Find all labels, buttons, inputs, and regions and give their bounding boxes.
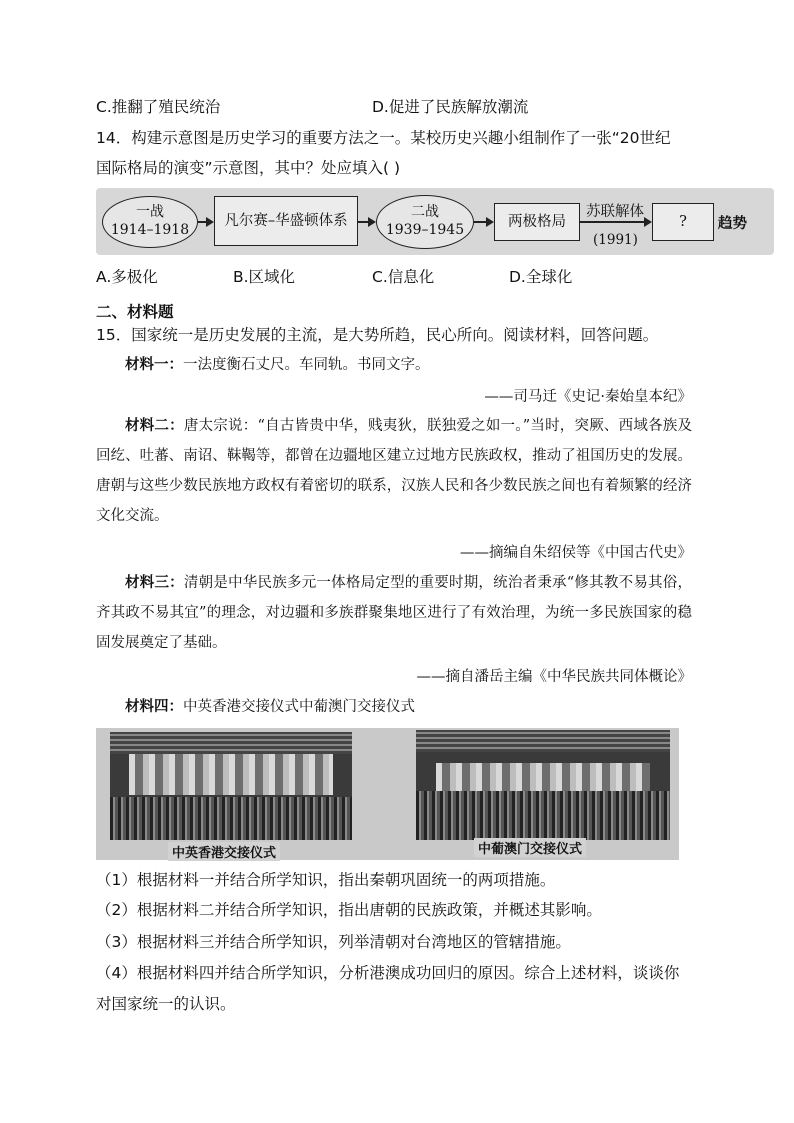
q14-option-c: C.信息化 <box>372 268 435 286</box>
ww2-years: 1939–1945 <box>385 222 465 238</box>
trend-label: 趋势 <box>718 215 747 232</box>
q14-options-row <box>96 266 696 288</box>
q15-sub4-line1: （4）根据材料四并结合所学知识，分析港澳成功回归的原因。综合上述材料，谈谈你 <box>96 964 680 982</box>
material-1-text: 一法度衡石丈尺。车同轨。书同文字。 <box>183 357 430 373</box>
unknown-node <box>652 203 714 241</box>
q14-stem-line1: 14．构建示意图是历史学习的重要方法之一。某校历史兴趣小组制作了一张“20世纪 <box>96 129 671 147</box>
q14-option-a: A.多极化 <box>96 268 158 286</box>
material-4-text: 中英香港交接仪式中葡澳门交接仪式 <box>183 699 415 715</box>
material-3 <box>96 568 692 658</box>
material-3-label: 材料三： <box>125 574 184 591</box>
q13-option-d: D.促进了民族解放潮流 <box>372 98 529 116</box>
arrow-2 <box>358 221 374 223</box>
material-4-label: 材料四： <box>125 698 183 715</box>
arrow-1 <box>198 221 212 223</box>
soviet-year-label: (1991) <box>593 232 638 248</box>
macau-handover-photo <box>416 730 670 840</box>
q15-sub2: （2）根据材料二并结合所学知识，指出唐朝的民族政策，并概述其影响。 <box>96 901 602 919</box>
soviet-collapse-label: 苏联解体 <box>586 204 644 220</box>
versailles-node <box>214 196 358 246</box>
q15-sub4-line2: 对国家统一的认识。 <box>96 995 236 1013</box>
arrow-4 <box>580 221 650 223</box>
ww1-years: 1914–1918 <box>110 222 190 238</box>
material-3-source: ——摘自潘岳主编《中华民族共同体概论》 <box>416 669 692 685</box>
bipolar-label: 两极格局 <box>508 214 566 230</box>
material-1-label: 材料一： <box>125 356 183 373</box>
bipolar-node <box>494 203 580 241</box>
ww1-label: 一战 <box>136 204 164 220</box>
q15-sub1: （1）根据材料一并结合所学知识，指出秦朝巩固统一的两项措施。 <box>96 871 556 889</box>
material-1-source: ——司马迁《史记·秦始皇本纪》 <box>484 389 692 405</box>
material-2 <box>96 411 692 531</box>
material-4 <box>96 692 692 722</box>
unknown-label: ? <box>679 214 687 230</box>
q13-option-c: C.推翻了殖民统治 <box>96 98 221 116</box>
q14-stem-line2: 国际格局的演变”示意图，其中？处应填入( ) <box>96 159 401 177</box>
ww2-label: 二战 <box>411 204 439 220</box>
section2-heading: 二、材料题 <box>96 303 174 321</box>
arrow-3 <box>474 221 492 223</box>
material-2-source: ——摘编自朱绍侯等《中国古代史》 <box>460 545 692 561</box>
versailles-label: 凡尔赛–华盛顿体系 <box>224 213 348 229</box>
material-2-text: 唐太宗说：“自古皆贵中华，贱夷狄，朕独爱之如一。”当时，突厥、西域各族及回纥、吐蕃、南诏、靺鞨等，都曾在边疆地区建立过地方民族政权，推动了祖国历史的发展。唐朝与这些少数民族地方政权有着密切的联系，汉族人民和各少数民族之间也有着频繁的经济文化交流。 <box>96 418 693 524</box>
q14-option-b: B.区域化 <box>233 268 296 286</box>
ww1-node <box>102 196 198 248</box>
hong-kong-handover-photo <box>110 732 352 840</box>
q15-sub3: （3）根据材料三并结合所学知识，列举清朝对台湾地区的管辖措施。 <box>96 933 571 951</box>
q14-option-d: D.全球化 <box>509 268 573 286</box>
ww2-node <box>376 195 474 249</box>
material-3-text: 清朝是中华民族多元一体格局定型的重要时期，统治者秉承“修其教不易其俗，齐其政不易其宜”的理念，对边疆和多族群聚集地区进行了有效治理，为统一多民族国家的稳固发展奠定了基础。 <box>96 575 692 651</box>
material-1 <box>96 348 692 382</box>
q13-options-row <box>96 96 696 118</box>
q15-stem: 15．国家统一是历史发展的主流，是大势所趋，民心所向。阅读材料，回答问题。 <box>96 326 659 344</box>
q14-flow-diagram <box>96 188 774 255</box>
material-2-label: 材料二： <box>125 417 184 434</box>
macau-caption: 中葡澳门交接仪式 <box>474 838 586 857</box>
hong-kong-caption: 中英香港交接仪式 <box>168 842 280 861</box>
material-4-photos <box>96 728 679 860</box>
